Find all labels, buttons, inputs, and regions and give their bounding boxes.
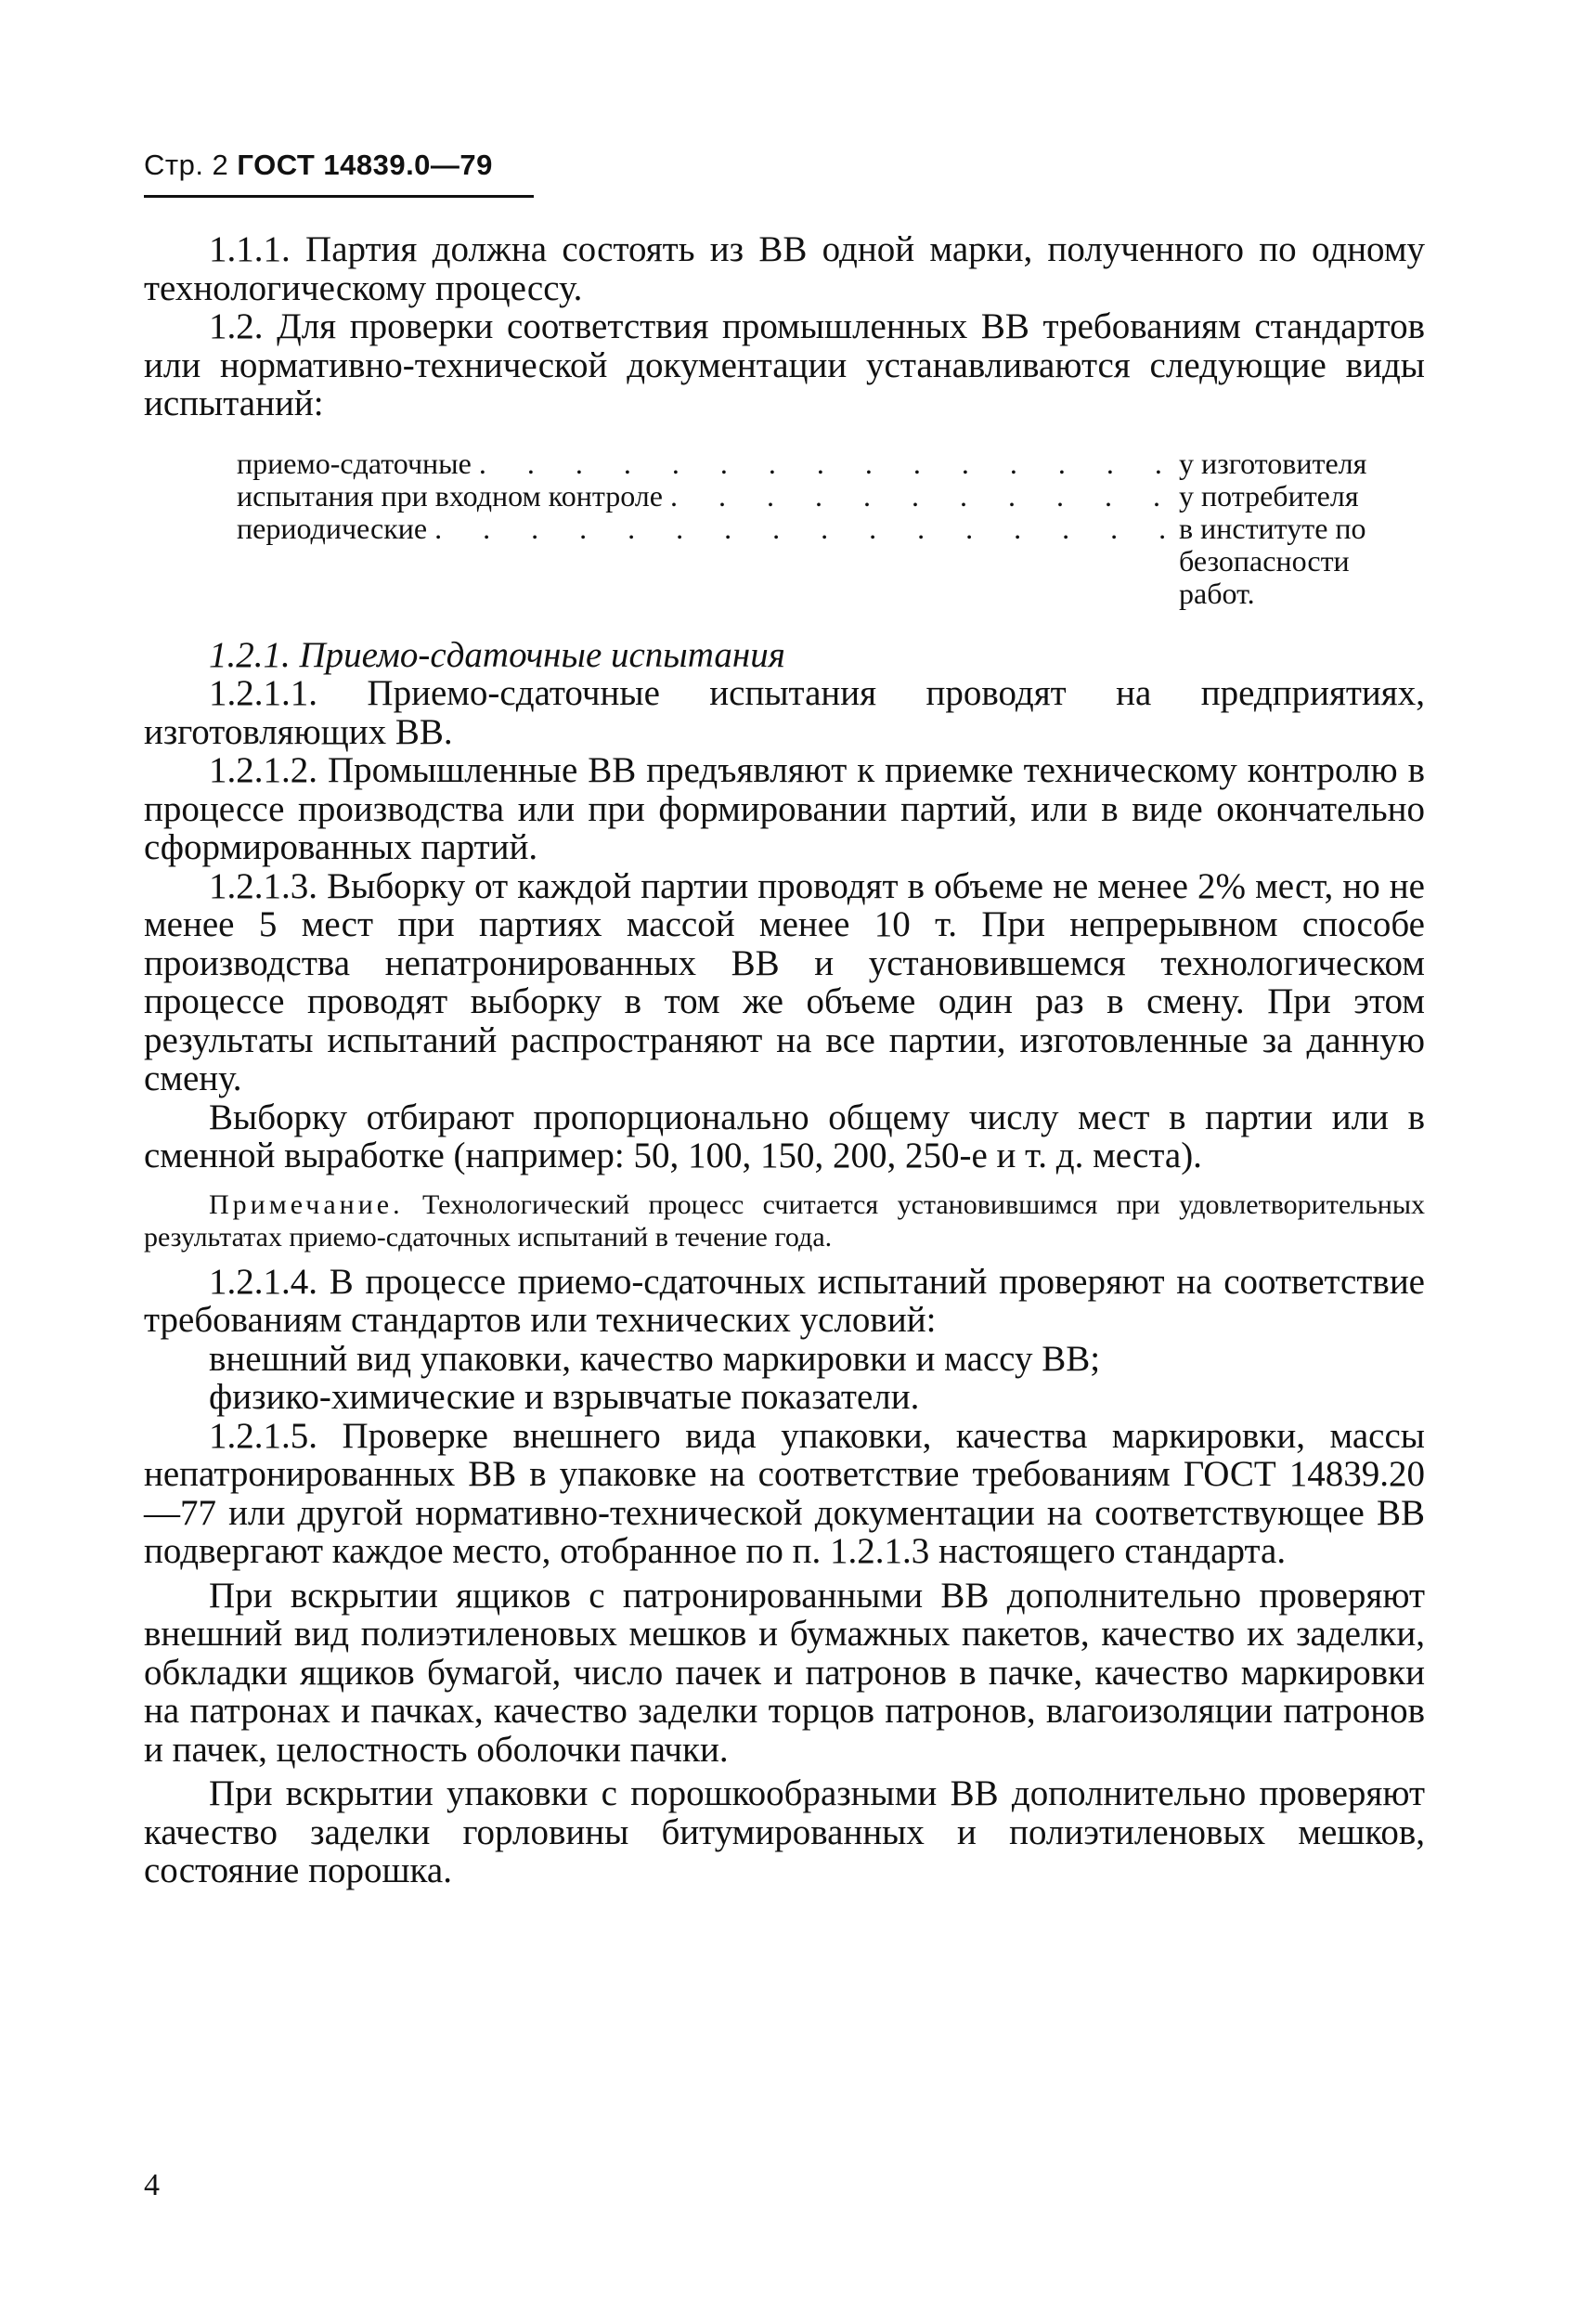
document-body: [144, 230, 1425, 1890]
note-text: Технологический процесс считается установившимся при удовлетворительных результатах приемо-сдаточных испытаний в течение года.: [144, 1188, 1426, 1253]
paragraph-1-2-1-5: 1.2.1.5. Проверке внешнего вида упаковки, качества маркировки, массы непатронированных ВВ в упаковке на соответствие требованиям ГОСТ 14839.20—77 или другой нормативно-технической документации на соответствующее ВВ подвергают каждое место, отобранное по п. 1.2.1.3 настоящего стандарта.: [144, 1415, 1425, 1571]
note-label: Примечание.: [209, 1188, 404, 1220]
section-heading-1-2-1: 1.2.1. Приемо-сдаточные испытания: [209, 634, 785, 675]
running-header: [144, 149, 493, 182]
leader-dots: [663, 480, 1179, 513]
test-types-list: [237, 448, 1416, 610]
paragraph-1-2-1-4: 1.2.1.4. В процессе приемо-сдаточных испытаний проверяют на соответствие требованиям стандартов или технических условий:: [144, 1261, 1425, 1340]
test-type-row: [237, 480, 1416, 513]
leader-dots: [427, 513, 1179, 545]
paragraph-sampling: Выборку отбирают пропорционально общему числу мест в партии или в сменной выработке (например: 50, 100, 150, 200, 250-е и т. д. места).: [144, 1097, 1425, 1175]
paragraph-boxes: При вскрытии ящиков с патронированными ВВ дополнительно проверяют внешний вид полиэтиленовых мешков и бумажных пакетов, качество их заделки, обкладки ящиков бумагой, число пачек и патронов в пачке, качество маркировки на патронах и пачках, качество заделки торцов патронов, влагоизоляции патронов и пачек, целостность оболочки пачки.: [144, 1575, 1425, 1770]
paragraph-1-2-1-3: 1.2.1.3. Выборку от каждой партии проводят в объеме не менее 2% мест, но не менее 5 мест при партиях массой менее 10 т. При непрерывном способе производства непатронированных ВВ и установившемся технологическом процессе проводят выборку в том же объеме один раз в смену. При этом результаты испытаний распространяют на все партии, изготовленные за данную смену.: [144, 865, 1425, 1098]
page-label: Стр. 2: [144, 149, 229, 181]
test-type-place: у потребителя: [1179, 478, 1359, 513]
test-type-row: [237, 513, 1416, 610]
note: [144, 1188, 1425, 1253]
test-type-name: испытания при входном контроле: [237, 479, 663, 513]
paragraph-1-2-1-1: 1.2.1.1. Приемо-сдаточные испытания проводят на предприятиях, изготовляющих ВВ.: [144, 673, 1425, 752]
paragraph-1-2: 1.2. Для проверки соответствия промышленных ВВ требованиям стандартов или нормативно-технической документации устанавливаются следующие виды испытаний:: [144, 306, 1425, 423]
test-type-place: у изготовителя: [1179, 446, 1367, 480]
paragraph-1-2-1-4-item-a: внешний вид упаковки, качество маркировки и массу ВВ;: [209, 1338, 1101, 1379]
test-type-name: приемо-сдаточные: [237, 447, 472, 480]
paragraph-1-1-1: 1.1.1. Партия должна состоять из ВВ одной марки, полученного по одному технологическому процессу.: [144, 229, 1425, 308]
paragraph-1-2-1-4-item-b: физико-химические и взрывчатые показатели.: [209, 1377, 920, 1417]
test-type-name: периодические: [237, 512, 428, 545]
test-type-place: в институте по безопасности работ.: [1179, 511, 1366, 610]
leader-dots: [472, 448, 1179, 480]
page-number: 4: [144, 2168, 160, 2202]
header-rule: [144, 195, 534, 198]
paragraph-powder: При вскрытии упаковки с порошкообразными ВВ дополнительно проверяют качество заделки горловины битумированных и полиэтиленовых мешков, состояние порошка.: [144, 1773, 1425, 1890]
document-id: ГОСТ 14839.0—79: [237, 149, 493, 181]
paragraph-1-2-1-2: 1.2.1.2. Промышленные ВВ предъявляют к приемке техническому контролю в процессе производства или при формировании партий, или в виде окончательно сформированных партий.: [144, 750, 1425, 867]
test-type-row: [237, 448, 1416, 480]
